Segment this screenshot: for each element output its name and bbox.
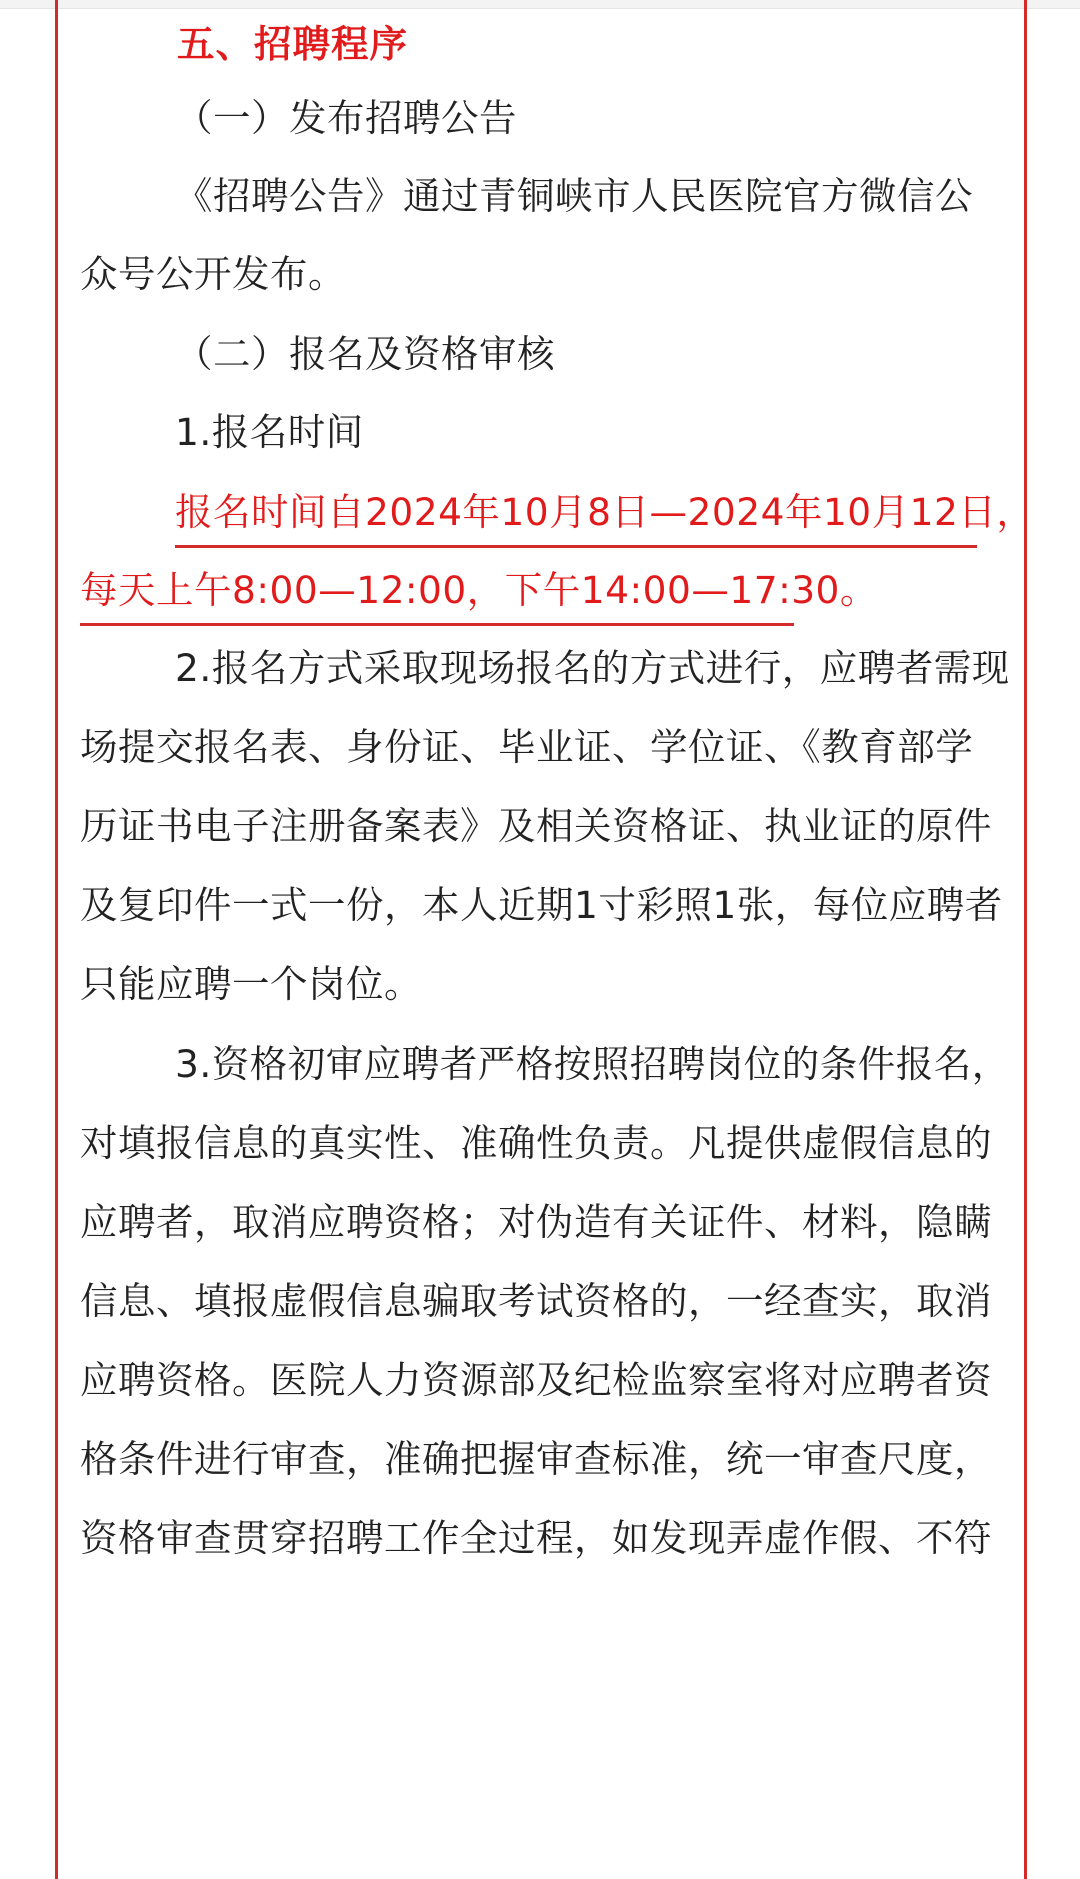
paragraph-line: 对填报信息的真实性、准确性负责。凡提供虚假信息的 [80,1121,992,1165]
registration-time-line-2: 每天上午8:00—12:00，下午14:00—17:30。 [80,568,878,612]
section-heading: 五、招聘程序 [177,22,408,66]
paragraph-line: 及复印件一式一份，本人近期1寸彩照1张，每位应聘者 [80,883,1003,927]
paragraph-line: 格条件进行审查，准确把握审查标准，统一审查尺度， [80,1437,992,1481]
highlight-underline [175,545,977,548]
registration-time-line-1: 报名时间自2024年10月8日—2024年10月12日， [175,490,1035,534]
paragraph-line: 3.资格初审应聘者严格按照招聘岗位的条件报名， [175,1042,1010,1086]
paragraph-line: 众号公开发布。 [80,252,346,296]
highlight-underline [80,623,794,626]
top-divider [0,0,1080,9]
left-frame-border [55,0,58,1879]
paragraph-line: 只能应聘一个岗位。 [80,962,422,1006]
paragraph-line: 应聘资格。医院人力资源部及纪检监察室将对应聘者资 [80,1358,992,1402]
paragraph-line: 《招聘公告》通过青铜峡市人民医院官方微信公 [175,174,973,218]
subsection-title-1: （一）发布招聘公告 [175,96,517,140]
right-frame-border [1024,0,1027,1879]
item-title-registration-time: 1.报名时间 [175,410,364,454]
subsection-title-2: （二）报名及资格审核 [175,332,555,376]
paragraph-line: 2.报名方式采取现场报名的方式进行，应聘者需现 [175,646,1010,690]
paragraph-line: 信息、填报虚假信息骗取考试资格的，一经查实，取消 [80,1279,992,1323]
paragraph-line: 场提交报名表、身份证、毕业证、学位证、《教育部学 [80,725,974,769]
paragraph-line: 资格审查贯穿招聘工作全过程，如发现弄虚作假、不符 [80,1516,992,1560]
paragraph-line: 历证书电子注册备案表》及相关资格证、执业证的原件 [80,804,992,848]
paragraph-line: 应聘者，取消应聘资格；对伪造有关证件、材料，隐瞒 [80,1200,992,1244]
